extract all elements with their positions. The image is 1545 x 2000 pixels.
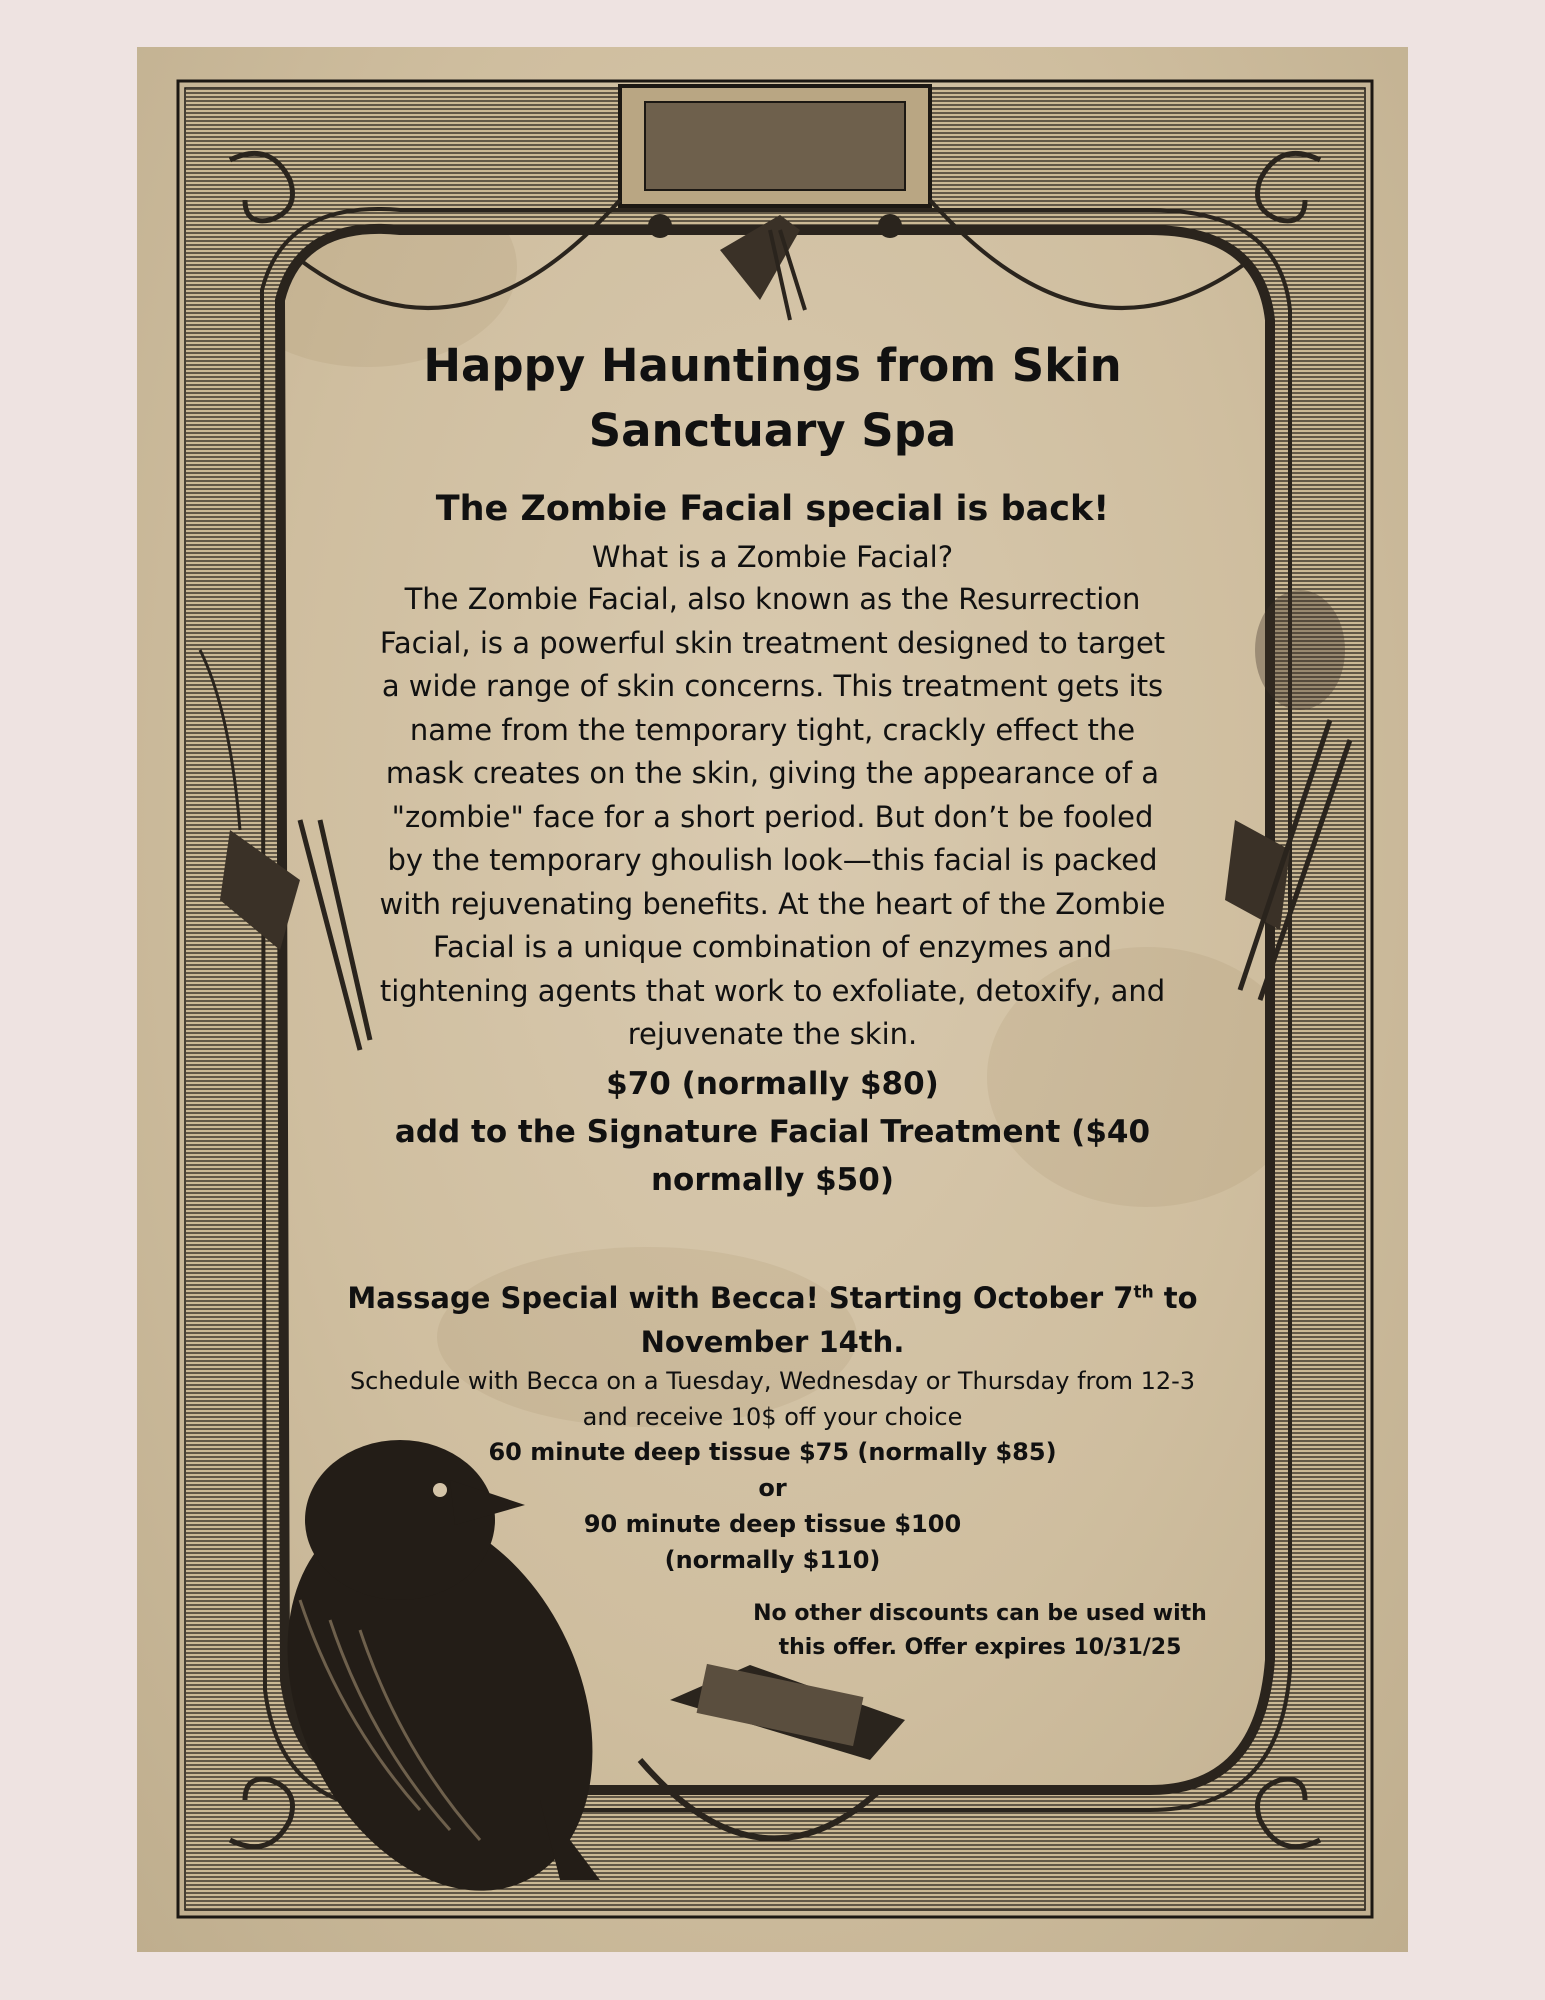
- description-line: The Zombie Facial, also known as the Resurrection: [404, 582, 1141, 616]
- description-line: name from the temporary tight, crackly effect the: [409, 712, 1136, 747]
- price-line: add to the Signature Facial Treatment ($40: [394, 1114, 1151, 1150]
- massage-headline-line: November 14th.: [640, 1325, 905, 1359]
- headline-part: Massage Special with Becca! Starting October 7: [347, 1281, 1134, 1315]
- offer-disclaimer: [730, 1597, 1230, 1665]
- description-line: a wide range of skin concerns. This treatment gets its: [381, 669, 1164, 703]
- price-line: $70 (normally $80): [606, 1066, 939, 1102]
- massage-option-line: (normally $110): [664, 1546, 881, 1574]
- description-line: rejuvenate the skin.: [627, 1017, 918, 1051]
- zombie-facial-description: [0, 578, 1545, 1057]
- massage-headline-line: [0, 1276, 1545, 1320]
- massage-special-body: [0, 1363, 1545, 1435]
- disclaimer-line: No other discounts can be used with: [753, 1601, 1207, 1626]
- zombie-facial-pricing: [0, 1060, 1545, 1204]
- title-line: Sanctuary Spa: [588, 404, 957, 457]
- ordinal-suffix: th: [1133, 1282, 1154, 1303]
- zombie-facial-question: What is a Zombie Facial?: [591, 540, 954, 574]
- description-line: by the temporary ghoulish look—this facial is packed: [387, 843, 1158, 877]
- massage-option-line: 60 minute deep tissue $75 (normally $85): [488, 1438, 1057, 1466]
- headline-part: to: [1153, 1281, 1198, 1315]
- poster-title: [0, 333, 1545, 463]
- price-line: normally $50): [650, 1162, 894, 1198]
- massage-option-line: 90 minute deep tissue $100: [583, 1510, 962, 1538]
- massage-body-line: Schedule with Becca on a Tuesday, Wednesday or Thursday from 12-3: [349, 1367, 1196, 1395]
- title-line: Happy Hauntings from Skin: [423, 339, 1122, 392]
- description-line: Facial, is a powerful skin treatment designed to target: [379, 625, 1166, 660]
- description-line: with rejuvenating benefits. At the heart of the Zombie: [379, 886, 1166, 921]
- top-cartouche: [620, 86, 930, 320]
- massage-body-line: and receive 10$ off your choice: [582, 1403, 963, 1431]
- zombie-special-headline: The Zombie Facial special is back!: [435, 489, 1110, 529]
- description-line: mask creates on the skin, giving the appearance of a: [385, 756, 1160, 790]
- disclaimer-line: this offer. Offer expires 10/31/25: [778, 1635, 1182, 1660]
- massage-options: [0, 1434, 1545, 1578]
- description-line: tightening agents that work to exfoliate, detoxify, and: [379, 973, 1166, 1008]
- description-line: "zombie" face for a short period. But don’t be fooled: [391, 799, 1154, 834]
- description-line: Facial is a unique combination of enzymes and: [433, 930, 1112, 964]
- massage-special-headline: [0, 1276, 1545, 1364]
- massage-option-line: or: [758, 1474, 787, 1502]
